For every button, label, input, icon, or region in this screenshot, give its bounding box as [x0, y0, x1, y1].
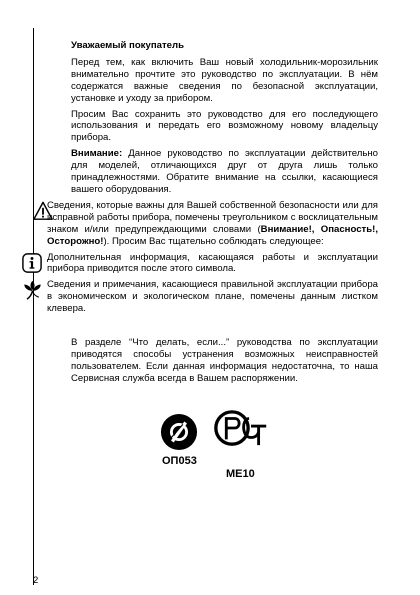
attention-paragraph [71, 148, 378, 196]
attention-text: Данное руководство по эксплуатации действительно для моделей, отличающихся друг от друга лишь только принадлежностями. Обратите внимание на ссылки, касающиеся вашего оборудования. [71, 148, 378, 195]
info-icon [22, 253, 42, 273]
info-note [47, 251, 378, 276]
content-column [47, 40, 378, 389]
certification-mark-icon [160, 413, 198, 451]
logo-label-op053: ОП053 [162, 455, 197, 467]
clover-leaf-icon [22, 280, 43, 300]
page-number: 2 [33, 575, 39, 586]
page-heading: Уважаемый покупатель [71, 40, 184, 51]
keep-manual-paragraph: Просим Вас сохранить это руководство для его последующего использования и передать его возможному новому владельцу прибора. [71, 108, 378, 144]
warning-text [47, 200, 378, 248]
eco-note [47, 279, 378, 315]
attention-label: Внимание: [71, 148, 123, 160]
troubleshoot-paragraph: В разделе “Что делать, если...” руководства по эксплуатации приводятся способы устранения возможных неисправностей пользователем. Если данная информация недостаточна, то наша Сервисная служба всегда в Вашем распоряжении. [71, 337, 378, 384]
intro-paragraph: Перед тем, как включить Ваш новый холодильник-морозильник внимательно прочтите это руководство по эксплуатации. В нём содержатся важные сведения по безопасной эксплуатации, установке и уходу за прибором. [71, 56, 378, 104]
info-text: Дополнительная информация, касающаяся работы и эксплуатации прибора приводится после этого символа. [47, 251, 378, 275]
warning-text-pre: Сведения, которые важны для Вашей собственной безопасности или для исправной работы прибора, помечены треугольником с восклицательным знаком и/или предупреждающими словами ( [47, 199, 378, 235]
logo-label-me10: МЕ10 [226, 468, 255, 480]
warning-text-post: ). Просим Вас тщательно соблюдать следующее: [103, 235, 324, 247]
warning-note [47, 199, 378, 248]
warning-words: Внимание!, Опасность!, Осторожно! [47, 223, 378, 247]
certification-logos [160, 405, 340, 495]
rst-certification-icon [213, 407, 270, 449]
margin-rule [33, 28, 34, 585]
eco-text: Сведения и примечания, касающиеся правильной эксплуатации прибора в экономическом и экологическом плане, помечены данным листком клевера. [47, 279, 378, 315]
